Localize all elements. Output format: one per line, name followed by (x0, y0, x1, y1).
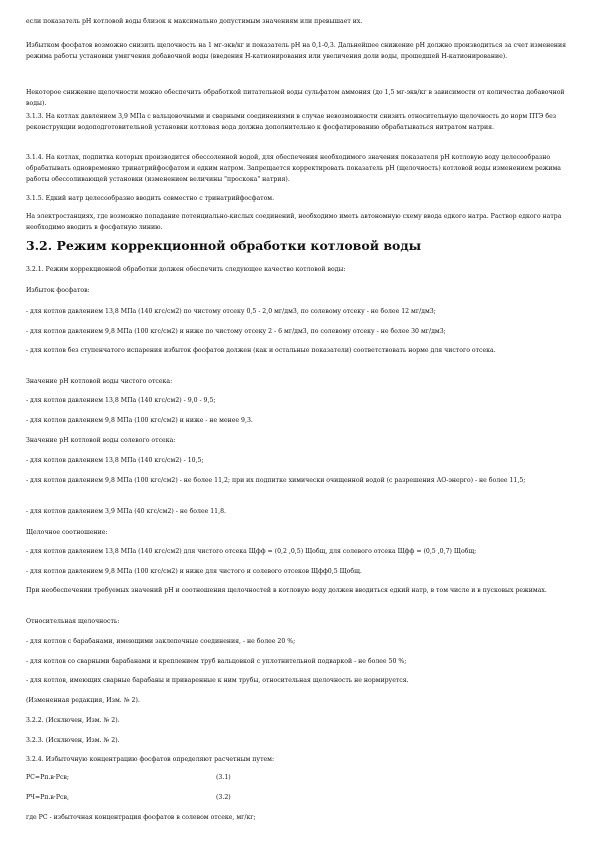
paragraph: Значение pH котловой воды чистого отсека: (26, 378, 173, 385)
paragraph: Щелочное соотношение: (26, 529, 108, 536)
formula-expression: РС=Рп.в·Рсв; (26, 774, 69, 781)
list-item: - для котлов, имеющих сварные барабаны и приваренные к ним трубы, относительная щелочность не нормируется. (26, 677, 409, 684)
list-item: - для котлов давлением 9,8 МПа (100 кгс/см2) и ниже по чистому отсеку 2 - 6 мг/дм3, по солевому отсеку - не более 30 мг/дм3; (26, 328, 446, 335)
section-heading: 3.2. Режим коррекционной обработки котловой воды (26, 238, 422, 253)
list-item: - для котлов давлением 9,8 МПа (100 кгс/см2) и ниже - не менее 9,3. (26, 417, 253, 424)
paragraph: Избыток фосфатов: (26, 287, 90, 294)
paragraph: Значение pH котловой воды солевого отсека: (26, 437, 176, 444)
paragraph: (Измененная редакция, Изм. № 2). (26, 697, 140, 704)
paragraph: 3.2.4. Избыточную концентрацию фосфатов определяют расчетным путем: (26, 756, 275, 763)
list-item: - для котлов с барабанами, имеющими заклепочные соединения, - не более 20 %; (26, 638, 296, 645)
list-item: - для котлов давлением 13,8 МПа (140 кгс/см2) - 9,0 - 9,5; (26, 397, 216, 404)
list-item: - для котлов давлением 9,8 МПа (100 кгс/см2) и ниже для чистого и солевого отсеков Щфф0,5 Щобщ. (26, 568, 362, 575)
list-item: - для котлов со сварными барабанами и креплением труб вальцовкой с уплотнительной подваркой - не более 50 %; (26, 658, 407, 665)
equation-number: (3.1) (216, 774, 231, 781)
formula-expression: РЧ=Рп.в·Рсв, (26, 794, 69, 801)
list-item: - для котлов давлением 3,9 МПа (40 кгс/см2) - не более 11,8. (26, 508, 226, 515)
list-item: - для котлов давлением 13,8 МПа (140 кгс/см2) для чистого отсека Щфф = (0,2 ,0,5) Щобщ, для солевого отсека Щфф = (0,5 ,0,7) Щобщ; (26, 548, 477, 555)
paragraph: 3.2.1. Режим коррекционной обработки должен обеспечить следующее качество котловой воды: (26, 266, 346, 273)
paragraph: 3.2.3. (Исключен, Изм. № 2). (26, 737, 120, 744)
equation-number: (3.2) (216, 794, 231, 801)
paragraph: 3.2.2. (Исключен, Изм. № 2). (26, 717, 120, 724)
paragraph: 3.1.5. Едкий натр целесообразно вводить совместно с тринатрийфосфатом. (26, 195, 275, 202)
paragraph: На электростанциях, где возможно попадание потенциально-кислых соединений, необходимо иметь автономную схему ввода едкого натра. Раствор едкого натра необходимо вводить в фосфатную линию. (26, 213, 562, 231)
paragraph: если показатель pH котловой воды близок к максимально допустимым значениям или превышает их. (26, 18, 363, 25)
paragraph: Некоторое снижение щелочности можно обеспечить обработкой питательной воды сульфатом аммония (до 1,5 мг-экв/кг в зависимости от количества добавочной воды). (26, 89, 565, 107)
paragraph: Избытком фосфатов возможно снизить щелочность на 1 мг-экв/кг и показатель pH на 0,1-0,3. Дальнейшее снижение pH должно производиться за счет изменения режима работы установки умягчения добавочной воды (введения Н-катионирования или увеличения доли воды, прошедшей Н-катионирование). (26, 42, 567, 60)
paragraph: 3.1.3. На котлах давлением 3,9 МПа с вальцовочными и сварными соединениями в случае невозможности снизить относительную щелочность до норм ПТЭ без реконструкции водоподготовительной установки котловая вода должна дополнительно к фосфатированию обрабатываться нитратом натрия. (26, 113, 557, 131)
paragraph: Относительная щелочность: (26, 618, 120, 625)
paragraph: где РС - избыточная концентрация фосфатов в солевом отсеке, мг/кг; (26, 814, 256, 821)
paragraph: При необеспечении требуемых значений pH и соотношения щелочностей в котловую воду должен вводиться едкий натр, в том числе и в пусковых режимах. (26, 587, 547, 594)
list-item: - для котлов давлением 13,8 МПа (140 кгс/см2) по чистому отсеку 0,5 - 2,0 мг/дм3, по солевому отсеку - не более 12 мг/дм3; (26, 308, 436, 315)
list-item: - для котлов давлением 13,8 МПа (140 кгс/см2) - 10,5; (26, 457, 204, 464)
paragraph: 3.1.4. На котлах, подпитка которых производится обессоленной водой, для обеспечения необходимого значения показателя pH котловую воду целесообразно обрабатывать одновременно тринатрийфосфатом и едким натром. Запрещается корректировать показатель pH (щелочность) котловой воды изменением режима работы обессоливающей установки (изменением величины "проскока" натрия). (26, 154, 561, 183)
list-item: - для котлов без ступенчатого испарения избыток фосфатов должен (как и остальные показатели) соответствовать норме для чистого отсека. (26, 347, 496, 354)
list-item: - для котлов давлением 9,8 МПа (100 кгс/см2) - не более 11,2; при их подпитке химически очищенной водой (с разрешения АО-энерго) - не более 11,5; (26, 477, 526, 484)
